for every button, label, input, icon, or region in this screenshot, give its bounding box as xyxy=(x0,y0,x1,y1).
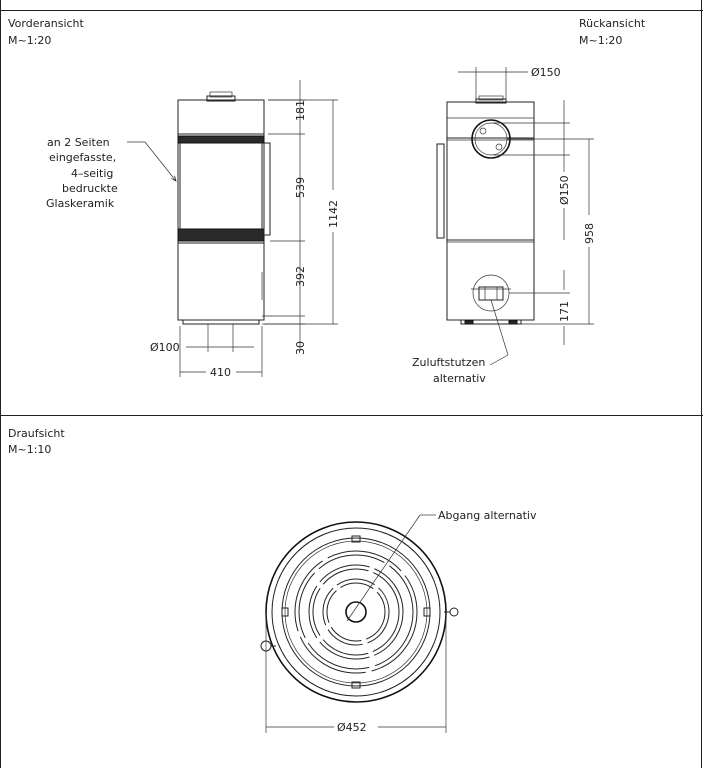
dim-back-total: 958 xyxy=(583,223,596,244)
back-flue-outlet xyxy=(472,120,510,158)
glass-frame-top xyxy=(178,136,264,143)
door-handle xyxy=(264,143,270,235)
glass-note-line1: an 2 Seiten xyxy=(47,136,110,149)
dim-front-outlet: Ø100 xyxy=(150,341,180,354)
dim-front-foot: 30 xyxy=(294,341,307,355)
back-view xyxy=(412,66,596,385)
front-outlet-dimension xyxy=(150,324,254,354)
glass-note-line3: 4–seitig xyxy=(71,167,114,180)
top-view-title: Draufsicht xyxy=(8,427,65,440)
outlet-note: Abgang alternativ xyxy=(438,509,537,522)
dim-front-glass: 539 xyxy=(294,177,307,198)
back-view-title: Rückansicht xyxy=(579,17,646,30)
top-grille xyxy=(295,551,417,673)
top-center-outlet xyxy=(346,602,366,622)
top-outer-ring xyxy=(266,522,446,702)
top-knob-right xyxy=(450,608,458,616)
dim-back-bottom: 171 xyxy=(558,301,571,322)
glass-note-line4: bedruckte xyxy=(62,182,118,195)
dim-front-total: 1142 xyxy=(327,200,340,228)
top-view xyxy=(261,509,537,734)
dim-front-top: 181 xyxy=(294,100,307,121)
front-view xyxy=(46,80,340,379)
top-view-scale: M~1:10 xyxy=(8,443,52,456)
top-plate xyxy=(282,538,430,686)
front-view-title: Vorderansicht xyxy=(8,17,84,30)
front-vertical-dimensions xyxy=(262,80,340,355)
glass-note-line2: eingefasste, xyxy=(49,151,117,164)
stove-body xyxy=(178,100,264,320)
glass-frame-bottom xyxy=(178,229,264,241)
front-view-scale: M~1:20 xyxy=(8,34,52,47)
dim-back-top-diam: Ø150 xyxy=(531,66,561,79)
front-width-dimension xyxy=(180,326,262,379)
dim-back-mid-diam: Ø150 xyxy=(558,175,571,205)
dim-front-width: 410 xyxy=(210,366,231,379)
dim-top-diam: Ø452 xyxy=(337,721,367,734)
air-inlet xyxy=(473,275,509,311)
air-inlet-note-line1: Zuluftstutzen xyxy=(412,356,486,369)
dim-front-base: 392 xyxy=(294,266,307,287)
back-view-scale: M~1:20 xyxy=(579,34,623,47)
stove-foot xyxy=(183,320,259,324)
air-inlet-note-line2: alternativ xyxy=(433,372,486,385)
glass-note-line5: Glaskeramik xyxy=(46,197,115,210)
back-handle xyxy=(437,144,444,238)
